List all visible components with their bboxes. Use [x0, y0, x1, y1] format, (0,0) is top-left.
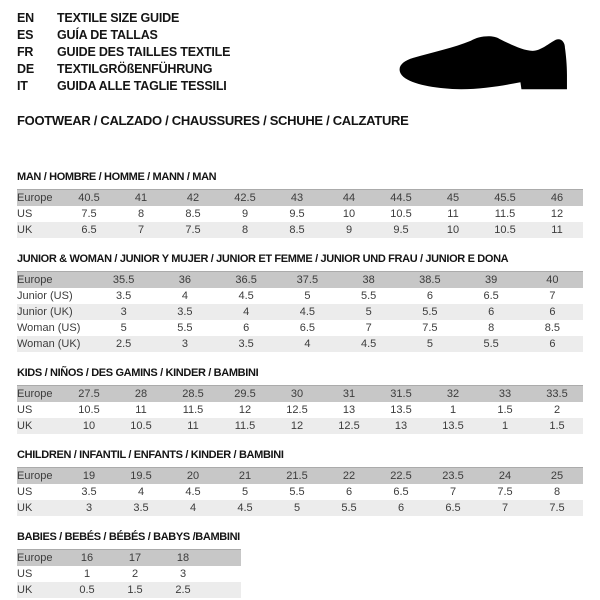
row-label: Europe	[17, 274, 53, 286]
size-cell: 33.5	[546, 388, 568, 400]
guide-title-fr: GUIDE DES TAILLES TEXTILE	[57, 45, 231, 59]
size-cell: 5	[365, 306, 372, 318]
size-cell: 3	[85, 502, 93, 514]
size-cell: 1.5	[549, 420, 565, 432]
size-cell: 13.5	[390, 404, 412, 416]
size-cell: 3.5	[133, 502, 149, 514]
table-title: BABIES / BEBÉS / BÉBÉS / BABYS /BAMBINI	[17, 531, 240, 543]
table-row	[17, 468, 583, 485]
size-cell: 40.5	[78, 192, 100, 204]
size-cell: 7.5	[422, 322, 438, 334]
table-row	[17, 206, 583, 222]
size-cell: 4	[189, 502, 197, 514]
size-cell: 4.5	[299, 306, 316, 318]
size-cell: 11.5	[234, 420, 256, 432]
table-row	[17, 190, 583, 207]
size-cell: 12	[550, 208, 564, 220]
size-cell: 44	[342, 192, 356, 204]
size-cell: 42	[186, 192, 200, 204]
size-table-section-babies	[17, 531, 583, 598]
size-cell: 8.5	[544, 322, 561, 334]
size-cell: 7	[449, 486, 457, 498]
size-cell: 32	[446, 388, 460, 400]
spacer-cell	[207, 550, 241, 567]
size-cell: 10.5	[494, 224, 516, 236]
size-cell: 3	[179, 568, 187, 580]
size-cell: 10.5	[78, 404, 100, 416]
size-cell: 7.5	[549, 502, 565, 514]
spacer-cell	[207, 566, 241, 582]
table-row	[17, 304, 583, 320]
size-cell: 28.5	[182, 388, 204, 400]
size-cell: 8	[137, 208, 145, 220]
size-cell: 22.5	[390, 470, 412, 482]
language-code: ES	[17, 28, 34, 42]
size-cell: 21.5	[286, 470, 308, 482]
size-cell: 5	[304, 290, 311, 302]
size-cell: 25	[550, 470, 564, 482]
size-cell: 4	[137, 486, 145, 498]
size-cell: 5.5	[341, 502, 357, 514]
size-cell: 1	[449, 404, 457, 416]
size-cell: 11	[551, 224, 563, 236]
size-cell: 8	[488, 322, 495, 334]
size-cell: 10	[342, 208, 356, 220]
language-code: EN	[17, 11, 34, 25]
size-cell: 5.5	[289, 486, 305, 498]
size-cell: 4	[243, 306, 250, 318]
size-cell: 1.5	[497, 404, 513, 416]
size-cell: 2.5	[115, 338, 132, 350]
size-cell: 5	[293, 502, 301, 514]
size-cell: 12.5	[338, 420, 360, 432]
size-cell: 2.5	[175, 584, 191, 596]
size-cell: 42.5	[234, 192, 256, 204]
size-cell: 5.5	[483, 338, 499, 350]
table-row	[17, 550, 241, 567]
size-cell: 19.5	[130, 470, 152, 482]
size-table	[17, 549, 241, 598]
size-cell: 7	[501, 502, 509, 514]
size-cell: 0.5	[79, 584, 95, 596]
table-title: JUNIOR & WOMAN / JUNIOR Y MUJER / JUNIOR ET FEMME / JUNIOR UND FRAU / JUNIOR E DONA	[17, 253, 509, 265]
size-cell: 6	[397, 502, 405, 514]
row-label: UK	[17, 420, 33, 432]
language-row	[17, 10, 583, 27]
table-row	[17, 288, 583, 304]
size-cell: 1	[501, 420, 509, 432]
size-cell: 8.5	[289, 224, 305, 236]
size-cell: 9	[345, 224, 353, 236]
table-title: KIDS / NIÑOS / DES GAMINS / KINDER / BAMBINI	[17, 367, 259, 379]
size-cell: 2	[553, 404, 561, 416]
size-cell: 10	[82, 420, 96, 432]
size-cell: 5	[426, 338, 433, 350]
spacer-cell	[207, 582, 241, 598]
size-cell: 6.5	[81, 224, 97, 236]
size-cell: 31	[342, 388, 356, 400]
size-cell: 12	[290, 420, 304, 432]
size-cell: 10	[446, 224, 460, 236]
guide-title-es: GUÍA DE TALLAS	[57, 28, 158, 42]
size-cell: 6	[549, 306, 556, 318]
size-cell: 12	[238, 404, 252, 416]
size-cell: 6	[426, 290, 433, 302]
size-table	[17, 271, 583, 352]
table-row	[17, 272, 583, 289]
size-cell: 4.5	[185, 486, 201, 498]
size-cell: 44.5	[390, 192, 412, 204]
size-cell: 13	[342, 404, 356, 416]
table-row	[17, 500, 583, 516]
size-cell: 3.5	[177, 306, 193, 318]
language-code: DE	[17, 62, 34, 76]
size-cell: 38	[362, 274, 375, 286]
size-cell: 9.5	[393, 224, 409, 236]
row-label: US	[17, 486, 33, 498]
size-cell: 10.5	[130, 420, 152, 432]
size-cell: 24	[498, 470, 512, 482]
size-cell: 6	[488, 306, 495, 318]
size-cell: 1.5	[127, 584, 143, 596]
size-cell: 35.5	[112, 274, 135, 286]
table-row	[17, 582, 241, 598]
table-row	[17, 336, 583, 352]
language-code: IT	[17, 79, 28, 93]
size-cell: 36.5	[235, 274, 257, 286]
row-label: UK	[17, 224, 33, 236]
size-cell: 3.5	[238, 338, 254, 350]
size-cell: 45	[446, 192, 460, 204]
size-cell: 3.5	[81, 486, 97, 498]
size-cell: 11	[447, 208, 459, 220]
size-cell: 11.5	[182, 404, 204, 416]
size-cell: 37.5	[296, 274, 319, 286]
row-label: US	[17, 208, 33, 220]
size-cell: 5.5	[177, 322, 193, 334]
table-title: MAN / HOMBRE / HOMME / MANN / MAN	[17, 171, 217, 183]
row-label: US	[17, 568, 33, 580]
guide-title-en: TEXTILE SIZE GUIDE	[57, 11, 180, 25]
size-cell: 4	[181, 290, 188, 302]
size-cell: 12.5	[286, 404, 308, 416]
size-cell: 13.5	[442, 420, 464, 432]
size-cell: 13	[394, 420, 408, 432]
size-cell: 21	[238, 470, 252, 482]
size-cell: 7	[137, 224, 145, 236]
size-cell: 4.5	[360, 338, 377, 350]
row-label: Europe	[17, 388, 53, 400]
size-cell: 18	[176, 552, 190, 564]
size-cell: 3.5	[115, 290, 132, 302]
table-row	[17, 566, 241, 582]
size-table	[17, 467, 583, 516]
size-cell: 6.5	[393, 486, 409, 498]
size-cell: 8	[553, 486, 561, 498]
size-tables	[17, 171, 583, 598]
size-cell: 7.5	[185, 224, 201, 236]
size-cell: 11.5	[494, 208, 516, 220]
row-label: Junior (US)	[17, 290, 73, 302]
language-code: FR	[17, 45, 34, 59]
row-label: Woman (UK)	[17, 338, 81, 350]
size-cell: 6.5	[299, 322, 316, 334]
size-cell: 19	[82, 470, 96, 482]
size-cell: 28	[134, 388, 148, 400]
size-cell: 30	[290, 388, 304, 400]
size-cell: 9	[241, 208, 249, 220]
size-cell: 41	[134, 192, 148, 204]
row-label: Woman (US)	[17, 322, 81, 334]
size-cell: 7	[549, 290, 556, 302]
size-cell: 23.5	[442, 470, 464, 482]
size-cell: 7.5	[81, 208, 97, 220]
row-label: US	[17, 404, 33, 416]
size-table-section-kids	[17, 367, 583, 434]
size-cell: 4	[304, 338, 311, 350]
size-cell: 5	[241, 486, 249, 498]
size-cell: 6	[243, 322, 250, 334]
size-table-section-man	[17, 171, 583, 238]
size-table	[17, 189, 583, 238]
size-cell: 2	[131, 568, 139, 580]
size-cell: 10.5	[390, 208, 412, 220]
size-cell: 16	[80, 552, 94, 564]
page-header	[17, 10, 583, 128]
table-row	[17, 402, 583, 418]
size-cell: 20	[186, 470, 200, 482]
row-label: Junior (UK)	[17, 306, 73, 318]
table-row	[17, 418, 583, 434]
size-cell: 3	[120, 306, 127, 318]
size-cell: 8	[241, 224, 249, 236]
size-cell: 27.5	[78, 388, 100, 400]
row-label: UK	[17, 584, 33, 596]
row-label: Europe	[17, 192, 53, 204]
size-cell: 6.5	[483, 290, 499, 302]
size-cell: 36	[178, 274, 191, 286]
size-cell: 11	[135, 404, 147, 416]
guide-title-it: GUIDA ALLE TAGLIE TESSILI	[57, 79, 227, 93]
size-cell: 4.5	[238, 290, 254, 302]
size-cell: 5.5	[360, 290, 377, 302]
size-cell: 7.5	[497, 486, 513, 498]
size-cell: 6.5	[445, 502, 461, 514]
size-table-section-junior-woman	[17, 253, 583, 352]
size-cell: 40	[546, 274, 559, 286]
dress-shoe-icon	[398, 34, 570, 94]
size-cell: 43	[290, 192, 304, 204]
size-cell: 17	[128, 552, 142, 564]
size-cell: 38.5	[419, 274, 441, 286]
table-row	[17, 386, 583, 403]
size-cell: 39	[485, 274, 498, 286]
size-cell: 6	[549, 338, 556, 350]
table-row	[17, 484, 583, 500]
size-cell: 5.5	[422, 306, 438, 318]
size-cell: 9.5	[289, 208, 305, 220]
size-cell: 3	[181, 338, 188, 350]
table-row	[17, 320, 583, 336]
size-cell: 11	[187, 420, 199, 432]
size-cell: 22	[342, 470, 356, 482]
row-label: Europe	[17, 552, 53, 564]
size-cell: 4.5	[237, 502, 253, 514]
size-cell: 31.5	[390, 388, 412, 400]
category-line: FOOTWEAR / CALZADO / CHAUSSURES / SCHUHE / CALZATURE	[17, 113, 409, 128]
size-cell: 5	[120, 322, 127, 334]
size-cell: 6	[345, 486, 353, 498]
guide-title-de: TEXTILGRÖßENFÜHRUNG	[57, 62, 213, 76]
size-cell: 29.5	[234, 388, 256, 400]
size-cell: 1	[83, 568, 91, 580]
size-table	[17, 385, 583, 434]
size-cell: 8.5	[185, 208, 201, 220]
size-cell: 33	[498, 388, 512, 400]
size-table-section-children	[17, 449, 583, 516]
size-cell: 45.5	[494, 192, 516, 204]
size-cell: 46	[550, 192, 564, 204]
size-cell: 7	[365, 322, 372, 334]
row-label: Europe	[17, 470, 53, 482]
table-row	[17, 222, 583, 238]
row-label: UK	[17, 502, 33, 514]
table-title: CHILDREN / INFANTIL / ENFANTS / KINDER / BAMBINI	[17, 449, 284, 461]
